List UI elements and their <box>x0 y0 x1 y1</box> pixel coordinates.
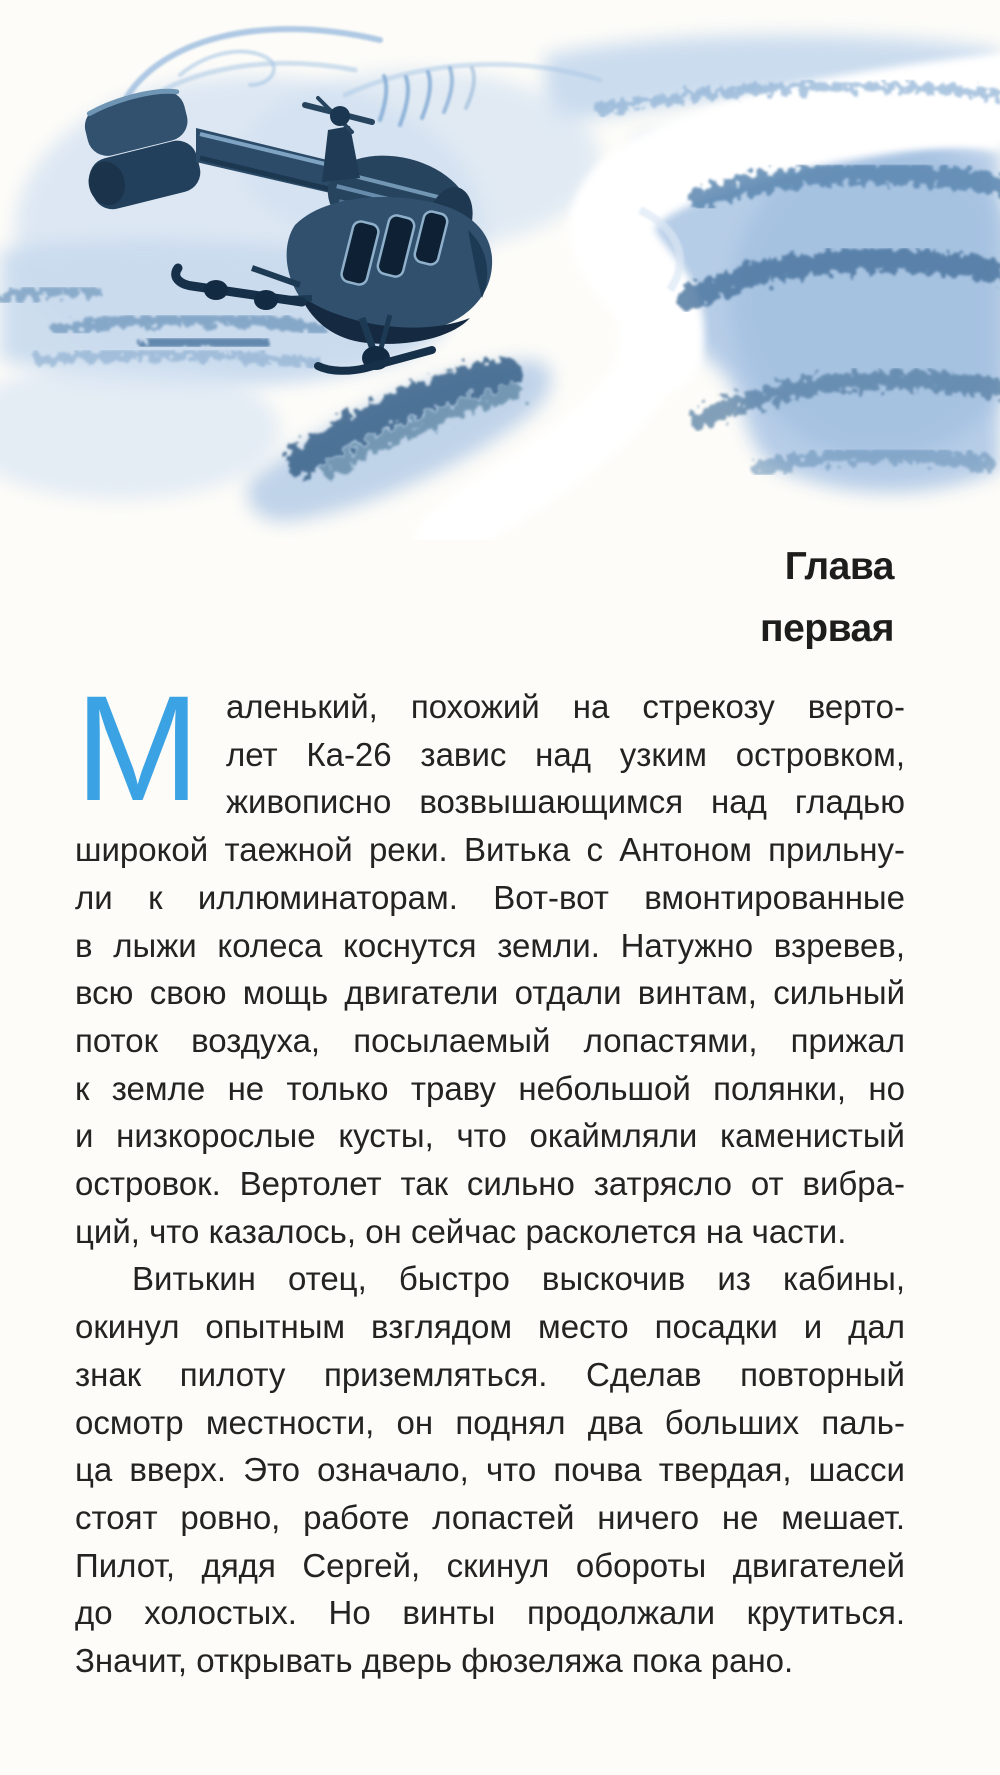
text-line: ца вверх. Это означало, что почва твердая, шасси <box>75 1451 905 1489</box>
chapter-heading-line2: первая <box>760 607 894 650</box>
text-line: лет Ка-26 завис над узким островком, <box>225 735 905 773</box>
illustration-helicopter-over-river <box>0 0 1000 540</box>
text-line: Витькин отец, быстро выскочив из кабины, <box>132 1260 905 1298</box>
text-line: окинул опытным взглядом место посадки и дал <box>75 1308 905 1346</box>
paragraph-1 <box>75 664 905 1255</box>
text-line: аленький, похожий на стрекозу верто- <box>225 688 905 725</box>
paragraph-2 <box>75 1255 905 1684</box>
text-line: Значит, открывать дверь фюзеляжа пока рано. <box>75 1642 794 1680</box>
text-line: в лыжи колеса коснутся земли. Натужно взревев, <box>75 926 905 964</box>
text-line: Пилот, дядя Сергей, скинул обороты двигателей <box>75 1546 905 1584</box>
text-line: островок. Вертолет так сильно затрясло от вибра- <box>75 1165 905 1203</box>
text-line: стоят ровно, работе лопастей ничего не мешает. <box>75 1498 905 1536</box>
text-line: до холостых. Но винты продолжали крутиться. <box>75 1594 905 1632</box>
text-line: ли к иллюминаторам. Вот-вот вмонтированные <box>75 878 905 916</box>
drop-cap: М <box>75 664 200 832</box>
watercolor-scene <box>0 0 1000 540</box>
rotor-hub <box>330 106 350 126</box>
body-text <box>75 664 905 1685</box>
text-line: знак пилоту приземляться. Сделав повторный <box>75 1355 905 1393</box>
text-line: осмотр местности, он поднял два больших паль- <box>75 1403 905 1441</box>
text-line: к земле не только траву небольшой полянки, но <box>75 1069 905 1107</box>
text-line: ций, что казалось, он сейчас расколется на части. <box>75 1212 847 1250</box>
chapter-heading <box>760 536 894 660</box>
text-line: и низкорослые кусты, что окаймляли каменистый <box>75 1117 905 1155</box>
text-line: поток воздуха, посылаемый лопастями, прижал <box>75 1021 905 1059</box>
text-line: широкой таежной реки. Витька с Антоном прильну- <box>75 831 905 869</box>
text-line: всю свою мощь двигатели отдали винтам, сильный <box>75 974 905 1012</box>
chapter-heading-line1: Глава <box>784 545 894 588</box>
text-line: живописно возвышающимся над гладью <box>225 783 905 821</box>
